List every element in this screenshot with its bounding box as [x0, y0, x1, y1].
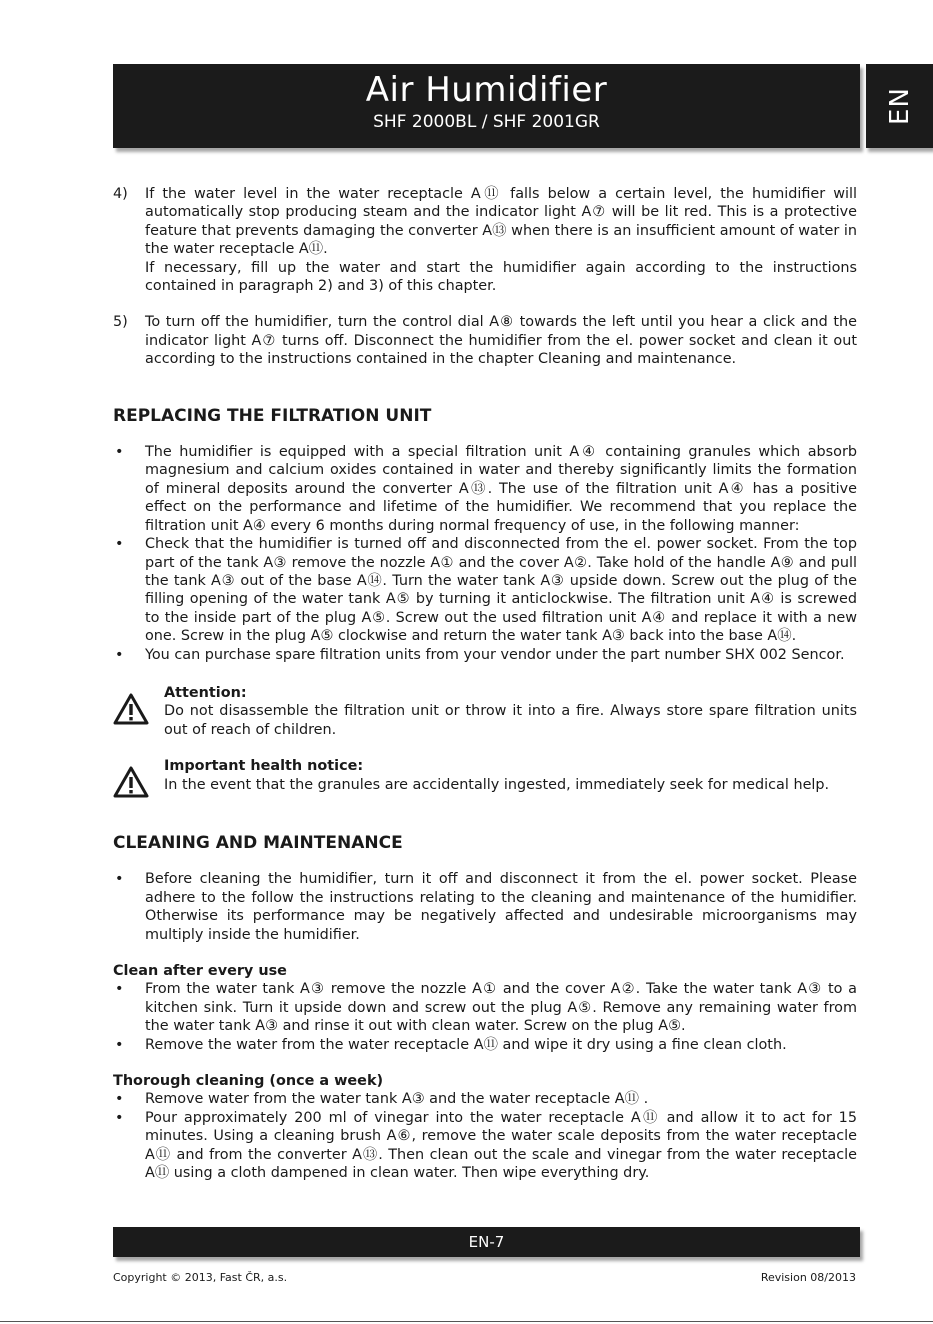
step-paragraph: If the water level in the water receptacle A⑪ falls below a certain level, the humidifier will automatically stop producing steam and the indicator light A⑦ will be lit red. This is a protective feature that prevents damaging the converter A⑬ when there is an insufficient amount of water in the water receptacle A⑪. [145, 186, 857, 258]
step-5 [113, 313, 857, 368]
subheading-after-use: Clean after every use [113, 963, 287, 979]
section-heading-filtration: REPLACING THE FILTRATION UNIT [113, 405, 432, 426]
list-item: • You can purchase spare filtration units from your vendor under the part number SHX 002 Sencor. [113, 646, 857, 664]
step-paragraph: To turn off the humidifier, turn the control dial A⑧ towards the left until you hear a click and the indicator light A⑦ turns off. Disconnect the humidifier from the el. power socket and clean it out according to the instructions contained in the chapter Cleaning and maintenance. [145, 314, 857, 368]
step-number: 4) [113, 186, 128, 202]
model-numbers: SHF 2000BL / SHF 2001GR [373, 112, 600, 132]
page-content [113, 185, 857, 1182]
warning-icon [113, 693, 149, 725]
warning-icon [113, 766, 149, 798]
page-number: EN-7 [468, 1233, 505, 1251]
health-notice-title: Important health notice: [164, 758, 364, 775]
list-item: • Remove the water from the water receptacle A⑪ and wipe it dry using a fine clean cloth. [113, 1036, 857, 1054]
attention-text: Do not disassemble the filtration unit or throw it into a fire. Always store spare filtration units out of reach of children. [164, 703, 857, 738]
title-bar [113, 64, 860, 148]
page-number-bar [113, 1227, 860, 1257]
list-item: • Remove water from the water tank A③ and the water receptacle A⑪ . [113, 1090, 857, 1108]
language-tab-label: EN [884, 87, 915, 125]
attention-title: Attention: [164, 684, 247, 701]
copyright: Copyright © 2013, Fast ČR, a.s. [113, 1271, 288, 1284]
list-item: • Check that the humidifier is turned off and disconnected from the el. power socket. From the top part of the tank A③ remove the nozzle A① and the cover A②. Take hold of the handle A⑨ and pull the tank A③ out of the base A⑭. Turn the water tank A③ upside down. Screw out the plug of the filling opening of the water tank A⑤ by turning it anticlockwise. The filtration unit A④ is screwed to the inside part of the plug A⑤. Screw out the used filtration unit A④ and replace it with a new one. Screw in the plug A⑤ clockwise and return the water tank A③ back into the base A⑭. [113, 535, 857, 645]
step-4 [113, 185, 857, 295]
step-paragraph: If necessary, fill up the water and start the humidifier again according to the instructions contained in paragraph 2) and 3) of this chapter. [145, 259, 857, 295]
list-item: • Before cleaning the humidifier, turn it off and disconnect it from the el. power socket. Please adhere to the follow the instructions relating to the cleaning and maintenance of the humidifier. Otherwise its performance may be negatively affected and undesirable microorganisms may multiply inside the humidifier. [113, 870, 857, 944]
step-number: 5) [113, 314, 128, 331]
subheading-thorough: Thorough cleaning (once a week) [113, 1073, 384, 1090]
language-tab [866, 64, 933, 148]
list-item: • The humidifier is equipped with a special filtration unit A④ containing granules which absorb magnesium and calcium oxides contained in water and thereby significantly limits the formation of mineral deposits around the converter A⑬. The use of the filtration unit A④ has a positive effect on the performance and lifetime of the humidifier. We recommend that you replace the filtration unit A④ every 6 months during normal frequency of use, in the following manner: [113, 443, 857, 535]
revision: Revision 08/2013 [760, 1271, 856, 1284]
section-heading-cleaning: CLEANING AND MAINTENANCE [113, 832, 403, 853]
list-item: • From the water tank A③ remove the nozzle A① and the cover A②. Take the water tank A③ to a kitchen sink. Turn it upside down and screw out the plug A⑤. Remove any remaining water from the water tank A③ and rinse it out with clean water. Screw on the plug A⑤. [113, 980, 857, 1035]
attention-notice [113, 684, 857, 739]
health-notice-text: In the event that the granules are accidentally ingested, immediately seek for medical help. [164, 776, 830, 793]
health-notice [113, 757, 857, 794]
bottom-divider [0, 1321, 933, 1322]
list-item: • Pour approximately 200 ml of vinegar into the water receptacle A⑪ and allow it to act for 15 minutes. Using a cleaning brush A⑥, remove the water scale deposits from the water receptacle A⑪ and from the converter A⑬. Then clean out the scale and vinegar from the water receptacle A⑪ using a cloth dampened in clean water. Then wipe everything dry. [113, 1109, 857, 1183]
document-title: Air Humidifier [365, 70, 608, 110]
